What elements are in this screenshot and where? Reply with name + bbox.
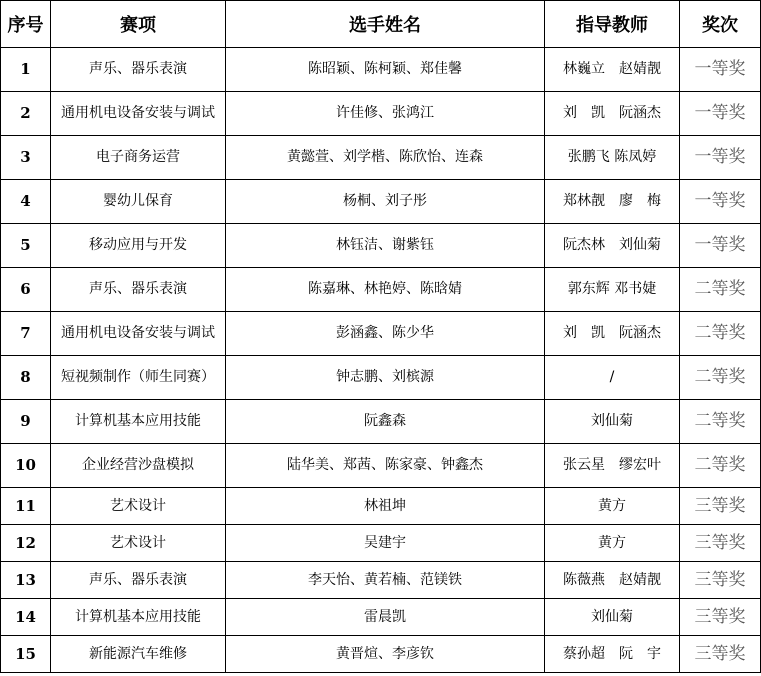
teacher-cell: 刘 凯 阮涵杰 xyxy=(545,312,680,356)
table-row xyxy=(1,48,761,92)
row-number: 8 xyxy=(1,356,51,400)
teacher-cell: 郭东辉 邓书婕 xyxy=(545,268,680,312)
contestant-names-cell: 许佳修、张鸿江 xyxy=(226,92,545,136)
row-number: 11 xyxy=(1,488,51,525)
teacher-cell: 黄方 xyxy=(545,488,680,525)
award-cell: 三等奖 xyxy=(680,599,761,636)
table-body xyxy=(1,48,761,673)
award-cell: 一等奖 xyxy=(680,180,761,224)
contestant-names-cell: 雷晨凯 xyxy=(226,599,545,636)
event-cell: 移动应用与开发 xyxy=(51,224,226,268)
teacher-cell: 张鹏飞 陈凤婷 xyxy=(545,136,680,180)
header-event: 赛项 xyxy=(51,1,226,48)
contestant-names-cell: 陆华美、郑茜、陈家豪、钟鑫杰 xyxy=(226,444,545,488)
teacher-cell: 刘 凯 阮涵杰 xyxy=(545,92,680,136)
contestant-names-cell: 吴建宇 xyxy=(226,525,545,562)
teacher-cell: 郑林靓 廖 梅 xyxy=(545,180,680,224)
award-cell: 一等奖 xyxy=(680,48,761,92)
contestant-names-cell: 李天怡、黄若楠、范镁铁 xyxy=(226,562,545,599)
table-row xyxy=(1,636,761,673)
event-cell: 声乐、器乐表演 xyxy=(51,48,226,92)
award-cell: 二等奖 xyxy=(680,400,761,444)
award-cell: 二等奖 xyxy=(680,356,761,400)
event-cell: 企业经营沙盘模拟 xyxy=(51,444,226,488)
teacher-cell: / xyxy=(545,356,680,400)
award-cell: 一等奖 xyxy=(680,136,761,180)
contestant-names-cell: 林祖坤 xyxy=(226,488,545,525)
table-row xyxy=(1,525,761,562)
row-number: 14 xyxy=(1,599,51,636)
row-number: 1 xyxy=(1,48,51,92)
header-award: 奖次 xyxy=(680,1,761,48)
award-cell: 三等奖 xyxy=(680,562,761,599)
row-number: 7 xyxy=(1,312,51,356)
row-number: 9 xyxy=(1,400,51,444)
event-cell: 通用机电设备安装与调试 xyxy=(51,312,226,356)
contestant-names-cell: 杨桐、刘子彤 xyxy=(226,180,545,224)
row-number: 10 xyxy=(1,444,51,488)
award-cell: 二等奖 xyxy=(680,268,761,312)
table-row xyxy=(1,180,761,224)
table-row xyxy=(1,444,761,488)
award-cell: 三等奖 xyxy=(680,525,761,562)
table-row xyxy=(1,488,761,525)
event-cell: 通用机电设备安装与调试 xyxy=(51,92,226,136)
award-cell: 三等奖 xyxy=(680,636,761,673)
teacher-cell: 刘仙菊 xyxy=(545,599,680,636)
teacher-cell: 蔡孙超 阮 宇 xyxy=(545,636,680,673)
header-row xyxy=(1,1,761,48)
row-number: 12 xyxy=(1,525,51,562)
teacher-cell: 刘仙菊 xyxy=(545,400,680,444)
table-row xyxy=(1,224,761,268)
award-cell: 二等奖 xyxy=(680,312,761,356)
event-cell: 声乐、器乐表演 xyxy=(51,562,226,599)
row-number: 13 xyxy=(1,562,51,599)
header-no: 序号 xyxy=(1,1,51,48)
teacher-cell: 林巍立 赵婧靓 xyxy=(545,48,680,92)
row-number: 2 xyxy=(1,92,51,136)
contestant-names-cell: 林钰洁、谢紫钰 xyxy=(226,224,545,268)
table-row xyxy=(1,562,761,599)
row-number: 3 xyxy=(1,136,51,180)
event-cell: 电子商务运营 xyxy=(51,136,226,180)
row-number: 5 xyxy=(1,224,51,268)
teacher-cell: 陈薇燕 赵婧靓 xyxy=(545,562,680,599)
row-number: 4 xyxy=(1,180,51,224)
contestant-names-cell: 黄晋煊、李彦钦 xyxy=(226,636,545,673)
award-cell: 三等奖 xyxy=(680,488,761,525)
event-cell: 新能源汽车维修 xyxy=(51,636,226,673)
contestant-names-cell: 陈嘉琳、林艳婷、陈晗婧 xyxy=(226,268,545,312)
event-cell: 艺术设计 xyxy=(51,488,226,525)
teacher-cell: 阮杰林 刘仙菊 xyxy=(545,224,680,268)
event-cell: 计算机基本应用技能 xyxy=(51,599,226,636)
teacher-cell: 黄方 xyxy=(545,525,680,562)
header-teacher: 指导教师 xyxy=(545,1,680,48)
award-cell: 二等奖 xyxy=(680,444,761,488)
header-names: 选手姓名 xyxy=(226,1,545,48)
table-row xyxy=(1,400,761,444)
table-row xyxy=(1,312,761,356)
contestant-names-cell: 阮鑫森 xyxy=(226,400,545,444)
award-cell: 一等奖 xyxy=(680,224,761,268)
row-number: 15 xyxy=(1,636,51,673)
event-cell: 婴幼儿保育 xyxy=(51,180,226,224)
event-cell: 短视频制作（师生同赛） xyxy=(51,356,226,400)
contestant-names-cell: 钟志鹏、刘槟源 xyxy=(226,356,545,400)
teacher-cell: 张云星 缪宏叶 xyxy=(545,444,680,488)
table-row xyxy=(1,356,761,400)
event-cell: 计算机基本应用技能 xyxy=(51,400,226,444)
contestant-names-cell: 陈昭颖、陈柯颖、郑佳馨 xyxy=(226,48,545,92)
award-cell: 一等奖 xyxy=(680,92,761,136)
contestant-names-cell: 黄懿萱、刘学楷、陈欣怡、连森 xyxy=(226,136,545,180)
row-number: 6 xyxy=(1,268,51,312)
event-cell: 声乐、器乐表演 xyxy=(51,268,226,312)
table-row xyxy=(1,136,761,180)
event-cell: 艺术设计 xyxy=(51,525,226,562)
table-row xyxy=(1,599,761,636)
table-row xyxy=(1,92,761,136)
table-row xyxy=(1,268,761,312)
contestant-names-cell: 彭涵鑫、陈少华 xyxy=(226,312,545,356)
